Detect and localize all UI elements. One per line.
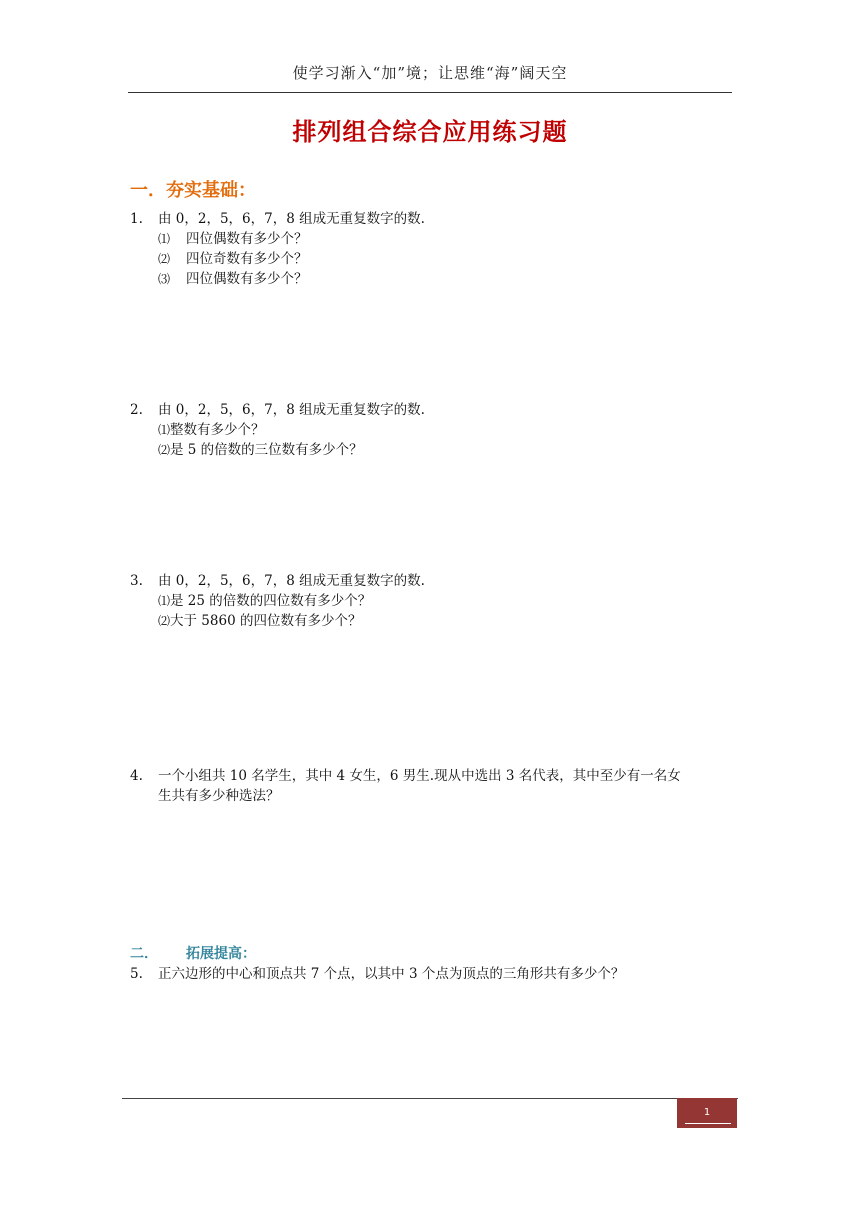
sub-question-text: 是 25 的倍数的四位数有多少个？ (170, 593, 372, 609)
sub-question (158, 249, 732, 269)
page-header-tagline: 使学习渐入“加”境；让思维“海”阔天空 (292, 64, 568, 82)
footer-divider (122, 1098, 738, 1099)
question-stem: 由 0，2，5，6，7，8 组成无重复数字的数. (158, 211, 425, 227)
sub-question-text: 是 5 的倍数的三位数有多少个？ (170, 442, 363, 458)
question-number: 1. (130, 211, 143, 227)
sub-question-text: 整数有多少个？ (170, 422, 265, 438)
sub-question-mark: ⑶ (158, 272, 171, 286)
page-number-badge (677, 1098, 737, 1128)
sub-question (158, 440, 732, 460)
sub-question (158, 591, 732, 611)
sub-question-mark: ⑵ (158, 443, 171, 457)
sub-question (158, 420, 732, 440)
question-number: 3. (130, 573, 143, 589)
page-number-underline (685, 1123, 731, 1124)
document-title: 排列组合综合应用练习题 (292, 118, 568, 146)
question-1 (130, 209, 732, 289)
sub-question-text: 四位偶数有多少个？ (186, 231, 308, 247)
sub-question (158, 611, 732, 631)
question-stem: 由 0，2，5，6，7，8 组成无重复数字的数. (158, 402, 425, 418)
section-label: 拓展提高： (186, 946, 256, 962)
question-3 (130, 571, 732, 631)
question-number: 5. (130, 966, 143, 982)
question-5 (130, 964, 732, 984)
question-number: 2. (130, 402, 143, 418)
sub-question-mark: ⑵ (158, 614, 171, 628)
question-stem-line-1: 一个小组共 10 名学生，其中 4 女生，6 男生.现从中选出 3 名代表，其中至少有一名女 (158, 768, 681, 784)
question-2 (130, 400, 732, 460)
question-stem-line-2: 生共有多少种选法？ (158, 788, 280, 804)
sub-question-text: 四位偶数有多少个？ (186, 271, 308, 287)
question-stem: 正六边形的中心和顶点共 7 个点，以其中 3 个点为顶点的三角形共有多少个？ (158, 966, 625, 982)
sub-question (158, 229, 732, 249)
sub-question-mark: ⑴ (158, 594, 171, 608)
section-heading-basics: 一．夯实基础： (130, 180, 256, 201)
question-4 (130, 766, 732, 806)
sub-question-text: 四位奇数有多少个？ (186, 251, 308, 267)
question-stem: 由 0，2，5，6，7，8 组成无重复数字的数. (158, 573, 425, 589)
header-divider (128, 92, 732, 93)
sub-question-mark: ⑴ (158, 232, 171, 246)
sub-question-mark: ⑴ (158, 423, 171, 437)
question-number: 4. (130, 768, 143, 784)
sub-question-text: 大于 5860 的四位数有多少个？ (170, 613, 362, 629)
sub-question (158, 269, 732, 289)
page-number: 1 (703, 1107, 711, 1118)
sub-question-mark: ⑵ (158, 252, 171, 266)
section-number: 二． (130, 946, 158, 962)
section-heading-extension (130, 943, 256, 963)
